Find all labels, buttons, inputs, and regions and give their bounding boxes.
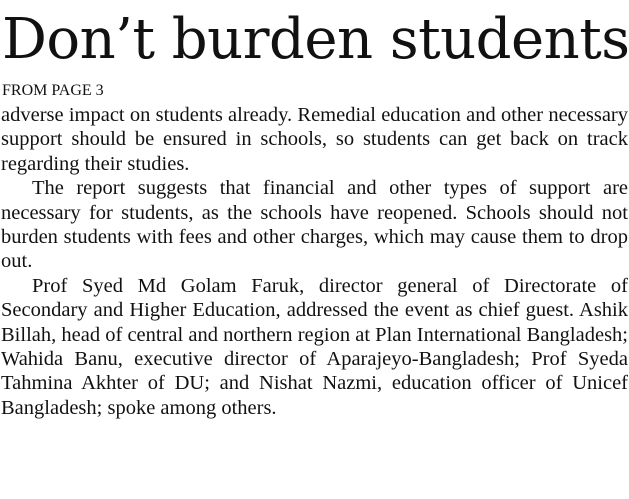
continued-from-line: FROM PAGE 3 (2, 82, 104, 99)
paragraph-continuation: adverse impact on students already. Remedial education and other necessary support should be ensured in schools, so students can get back on track regarding their studies. (1, 104, 628, 175)
paragraph-speakers: Prof Syed Md Golam Faruk, director general of Directorate of Secondary and Higher Education, addressed the event as chief guest. Ashik Billah, head of central and northern region at Plan International Bangladesh; Wahida Banu, executive director of Aparajeyo-Bangladesh; Prof Syeda Tahmina Akhter of DU; and Nishat Nazmi, education officer of Unicef Bangladesh; spoke among others. (1, 274, 628, 419)
headline: Don’t burden students (2, 7, 629, 72)
article-body (1, 103, 628, 420)
paragraph-report-findings: The report suggests that financial and other types of support are necessary for students, as the schools have reopened. Schools should not burden students with fees and other charges, which may cause them to drop out. (1, 177, 628, 273)
